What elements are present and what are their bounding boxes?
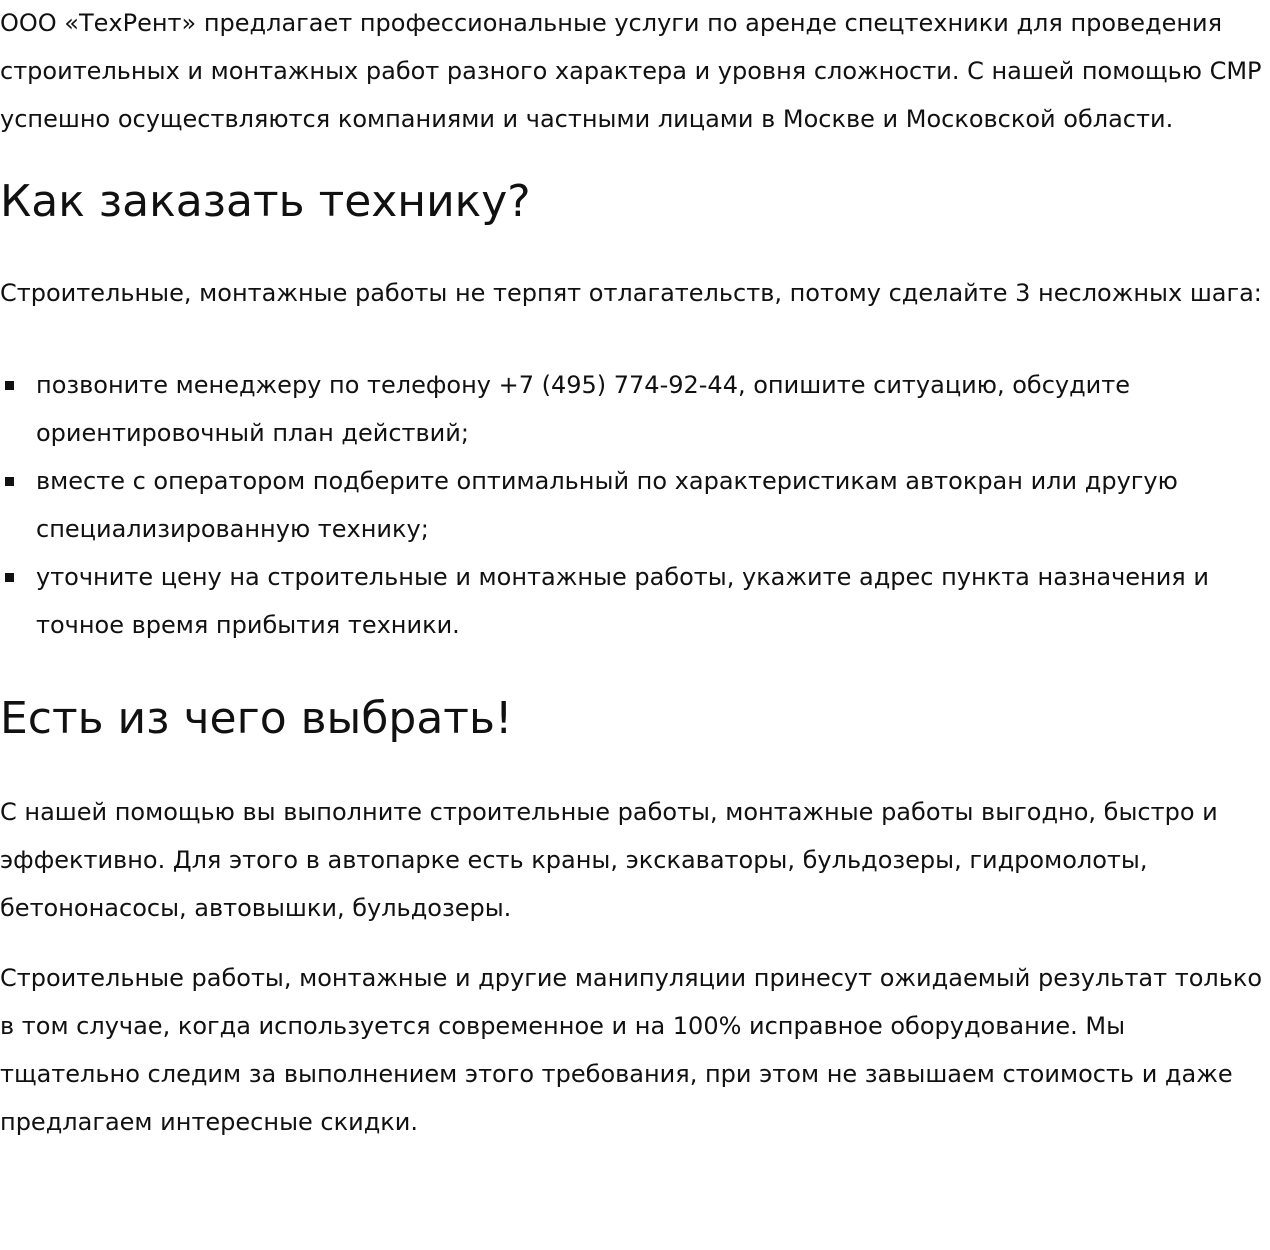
list-item-text: вместе с оператором подберите оптимальный по характеристикам автокран или другую специализированную технику; [36,467,1178,543]
order-lead-paragraph: Строительные, монтажные работы не терпят отлагательств, потому сделайте 3 несложных шага: [0,279,1262,307]
list-item [0,361,1270,457]
intro-paragraph: ООО «ТехРент» предлагает профессиональные услуги по аренде спецтехники для проведения строительных и монтажных работ разного характера и уровня сложности. С нашей помощью СМР успешно осуществляются компаниями и частными лицами в Москве и Московской области. [0,9,1262,133]
square-bullet-icon [5,477,14,486]
list-item [0,457,1270,553]
list-item [0,553,1270,649]
equipment-paragraph: С нашей помощью вы выполните строительные работы, монтажные работы выгодно, быстро и эффективно. Для этого в автопарке есть краны, экскаваторы, бульдозеры, гидромолоты, бетононасосы, автовышки, бульдозеры. [0,798,1218,922]
square-bullet-icon [5,381,14,390]
quality-paragraph: Строительные работы, монтажные и другие манипуляции принесут ожидаемый результат только в том случае, когда используется современное и на 100% исправное оборудование. Мы тщательно следим за выполнением этого требования, при этом не завышаем стоимость и даже предлагаем интересные скидки. [0,964,1263,1136]
order-steps-list [0,361,1270,649]
list-item-text: уточните цену на строительные и монтажные работы, укажите адрес пункта назначения и точное время прибытия техники. [36,563,1209,639]
choose-heading: Есть из чего выбрать! [0,693,513,744]
order-heading: Как заказать технику? [0,176,531,227]
list-item-text: позвоните менеджеру по телефону +7 (495) 774-92-44, опишите ситуацию, обсудите ориентировочный план действий; [36,371,1131,447]
square-bullet-icon [5,573,14,582]
